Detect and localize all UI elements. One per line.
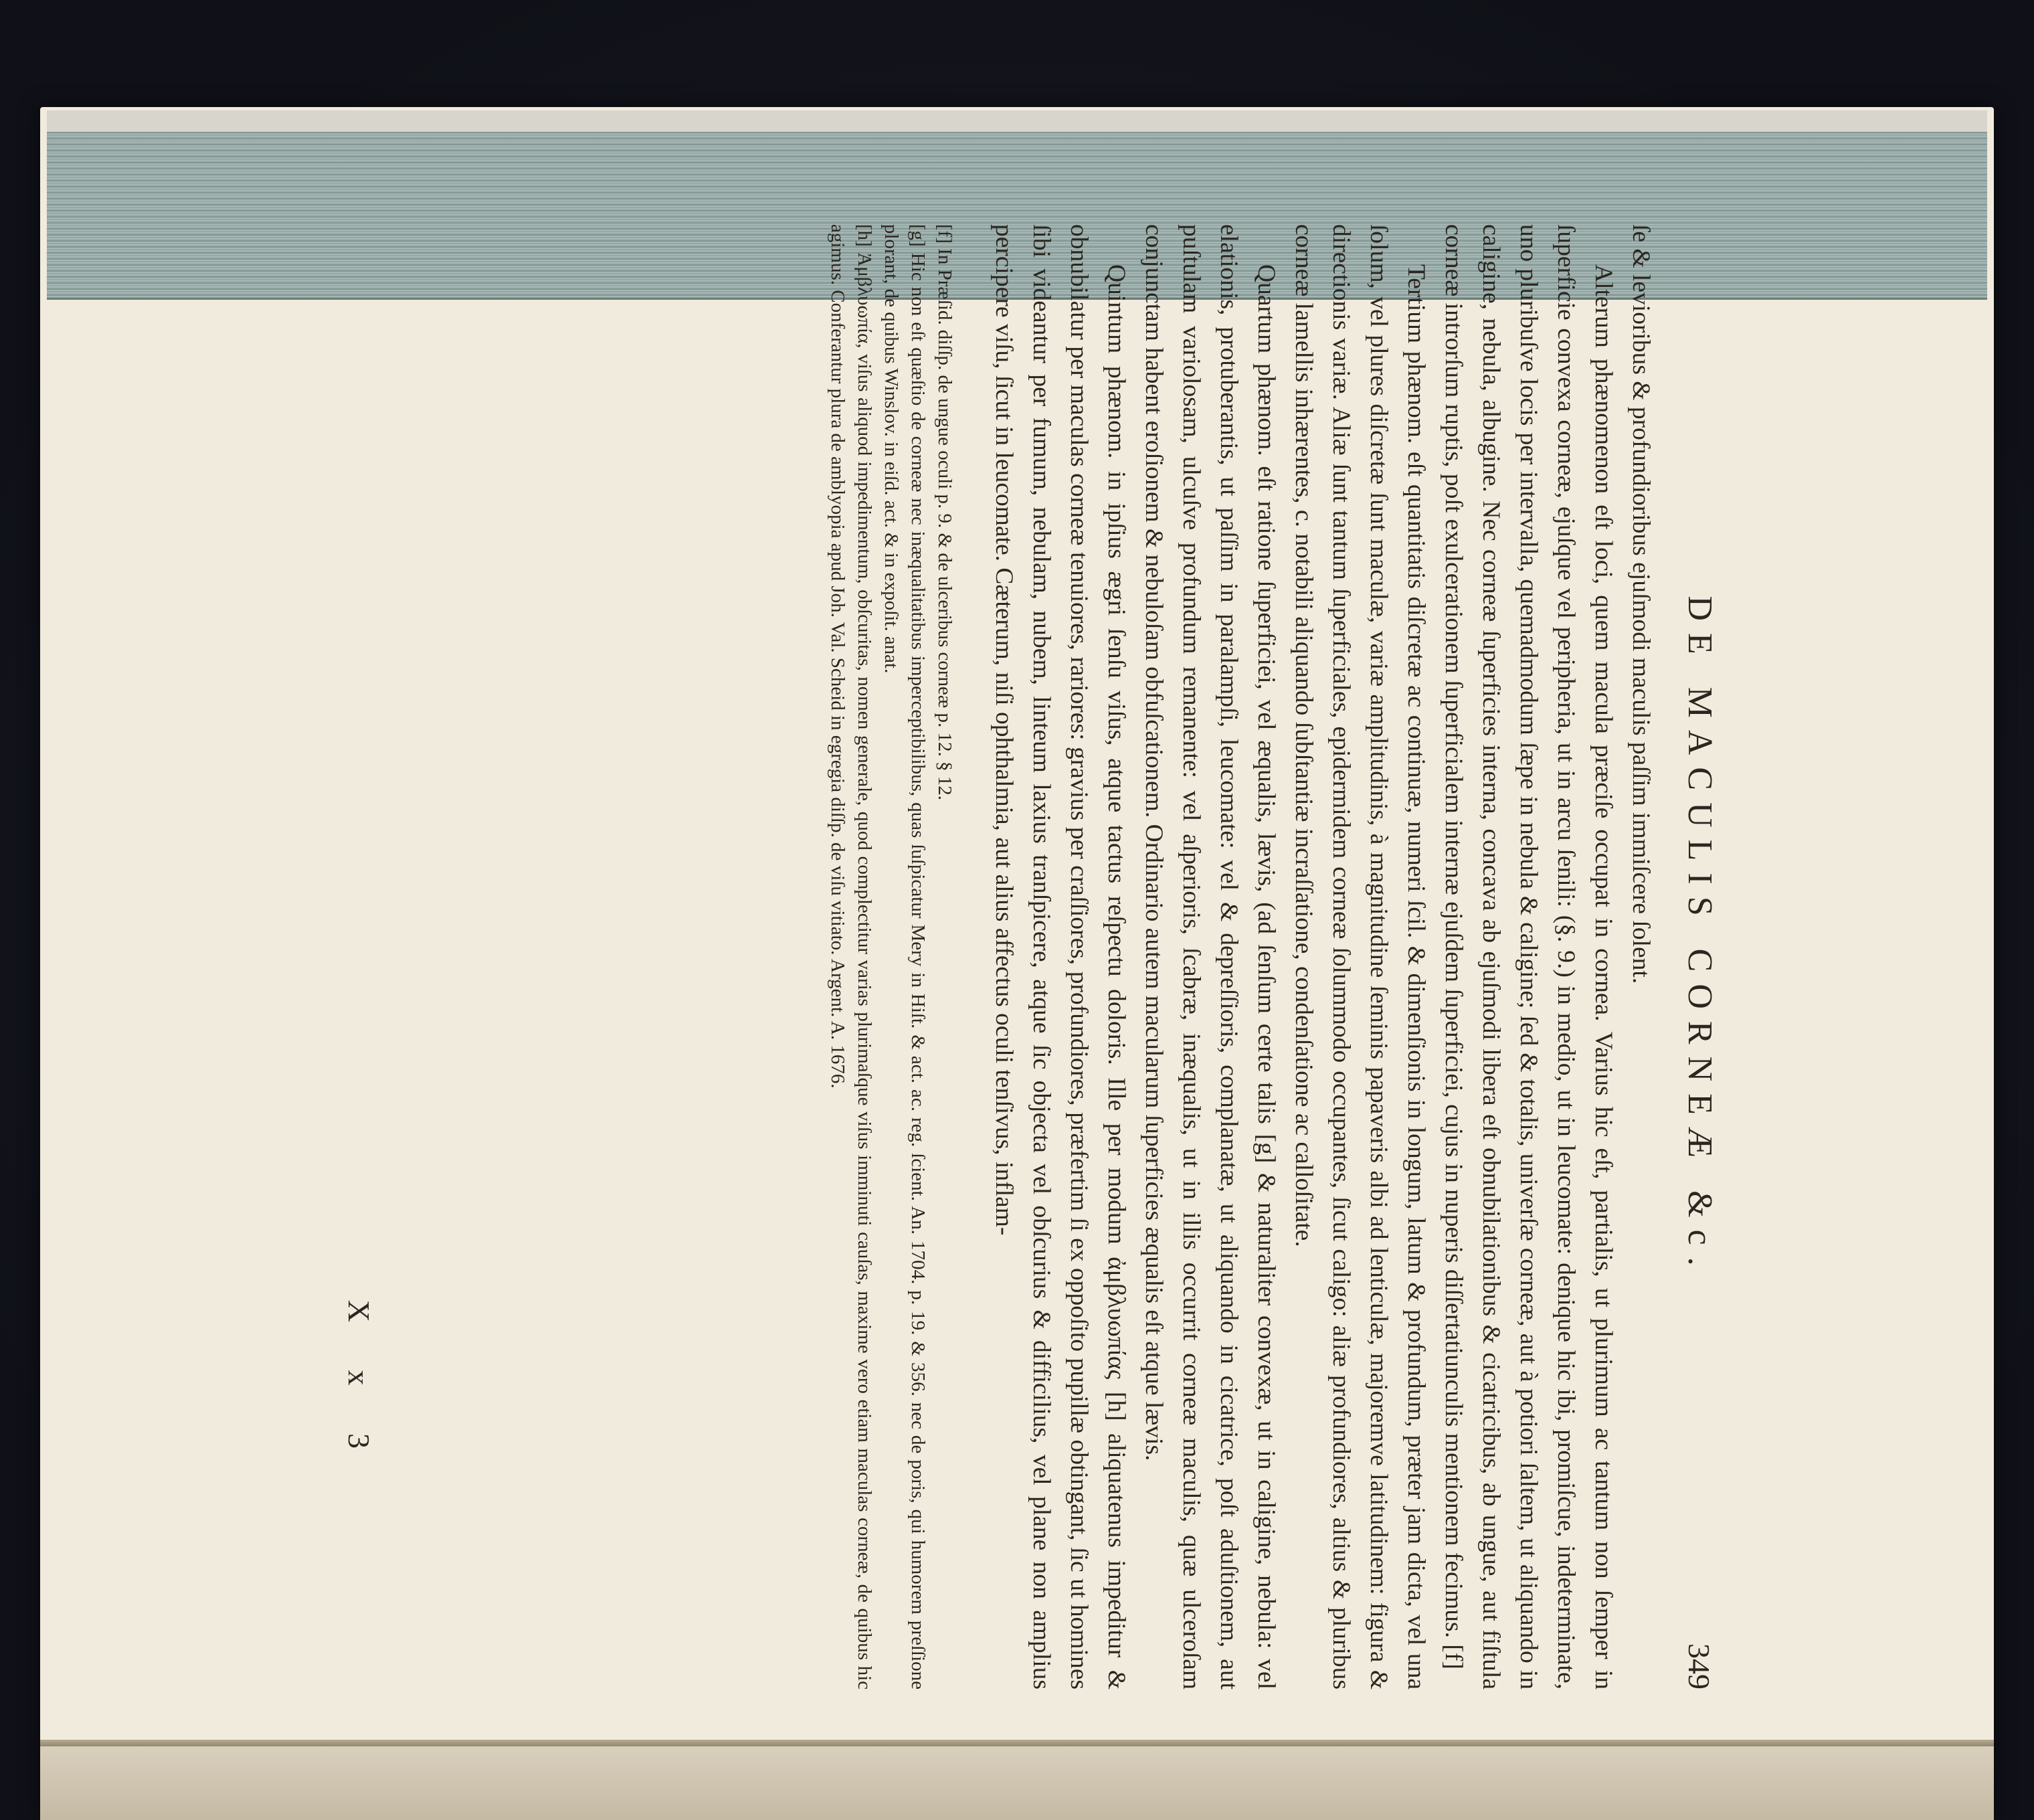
page-number: 349 [1682,1643,1716,1690]
paragraph-superficiei: Quartum phænom. eſt ratione ſuperficiei, vel æqualis, lævis, (ad ſenſum certe talis [g] & naturaliter convexæ, ut in caligine, nebula: vel elationis, protuberantis, ut paſſim in paralampſi, leucomate: vel & depreſſioris, complanatæ, ut aliquando in cicatrice, poſt aduſtionem, aut puſtulam variolosam, ulcuſve profundum remanente: vel aſperioris, ſcabræ, inæqualis, ut in illis occurrit corneæ maculis, quæ ulceroſam conjunctam habent eroſionem & nebuloſam obfuſcationem. Ordinario autem macularum ſuperficies æqualis eſt atque lævis. [1140,224,1280,1690]
footnote-g: [g] Hic non eſt quæſtio de corneæ nec inæqualitatibus imperceptibilibus, quas ſuſpicatur Mery in Hiſt. & act. ac. reg. ſcient. An. 1704. p. 19. & 356. nec de poris, qui humorem preſſione plorant, de quibus Winslov. in eiſd. act. & in expoſit. anat. [881,224,929,1690]
footnote-h: [h] Ἀμβλυωπία, viſus aliquod impedimentum, obſcuritas, nomen generale, quod complectitur varias plurimaſque viſus imminuti cauſas, maxime vero etiam maculas corneæ, de quibus hic agimus. Conferantur plura de amblyopia apud Joh. Val. Scheid in egregia diſſp. de viſu vitiato. Argent. A. 1676. [827,224,875,1690]
footnotes [824,224,958,1690]
page-top-strip [47,110,1987,132]
facing-page-strip [40,1746,1994,1820]
rotated-text-page [314,224,1720,1690]
paragraph-quantitatis: Tertium phænom. eſt quantitatis diſcretæ ac continuæ, numeri ſcil. & dimenſionis in longum, latum & profundum, præter jam dicta, vel una ſolum, vel plures diſcretæ ſunt maculæ, variæ amplitudinis, à magnitudine ſeminis papaveris albi ad lenticulæ, majoremve latitudinem: figura & directionis variæ. Aliæ ſunt tantum ſuperficiales, epidermidem corneæ ſolummodo occupantes, ſicut caligo: aliæ profundiores, altius & pluribus corneæ lamellis inhærentes, c. notabili aliquando ſubſtantiæ incraſſatione, condenſatione ac calloſitate. [1290,224,1430,1690]
footnote-f: [f] In Præſid. diſſp. de ungue oculi p. 9. & de ulceribus corneæ p. 12. § 12. [934,224,955,800]
running-head: DE MACULIS CORNEÆ &c. [1681,596,1719,1278]
paragraph-sensu-visus: Quintum phænom. in ipſius ægri ſenſu viſus, atque tactus reſpectu doloris. Ille per modum ἀμβλυωπίας [h] aliquatenus impeditur & obnubilatur per maculas corneæ tenuiores, rariores: gravius per craſſiores, profundiores, præfertim ſi ex oppoſito pupillæ obtingant, ſic ut homines ſibi videantur per fumum, nebulam, nubem, linteum laxius tranſpicere, atque ſic objecta vel obſcurius & difficilius, vel plane non amplius percipere viſu, ſicut in leucomate. Cæterum, niſi ophthalmia, aut alius affectus oculi tenſivus, inflam- [990,224,1130,1690]
paragraph-loci: Alterum phænomenon eſt loci, quem macula præciſe occupat in cornea. Varius hic eſt, partialis, ut plurimum ac tantum non ſemper in ſuperficie convexa corneæ, ejuſque vel peripheria, ut in arcu ſenili: (§. 9.) in medio, ut in leucomate: denique hic ibi, promiſcue, indeterminate, uno pluribuſve locis per intervalla, quemadmodum ſæpe in nebula & caligine; ſed & totalis, univerſæ corneæ, aut à potiori ſaltem, ut aliquando in caligine, nebula, albugine. Nec corneæ ſuperficies interna, concava ab ejuſmodi libera eſt obnubilationibus & cicatricibus, ab ungue, aut fiſtula corneæ introrſum ruptis, poſt exulcerationem ſuperficialem internæ ejuſdem ſuperficiei, cujus in nuperis diſſertatiunculis mentionem fecimus. [f] [1440,224,1617,1690]
page-header [1659,224,1720,1690]
paragraph-continuation: ſe & levioribus & profundioribus ejuſmodi maculis paſſim immiſcere ſolent. [1627,224,1655,984]
signature-mark: X x 3 [342,1299,376,1469]
